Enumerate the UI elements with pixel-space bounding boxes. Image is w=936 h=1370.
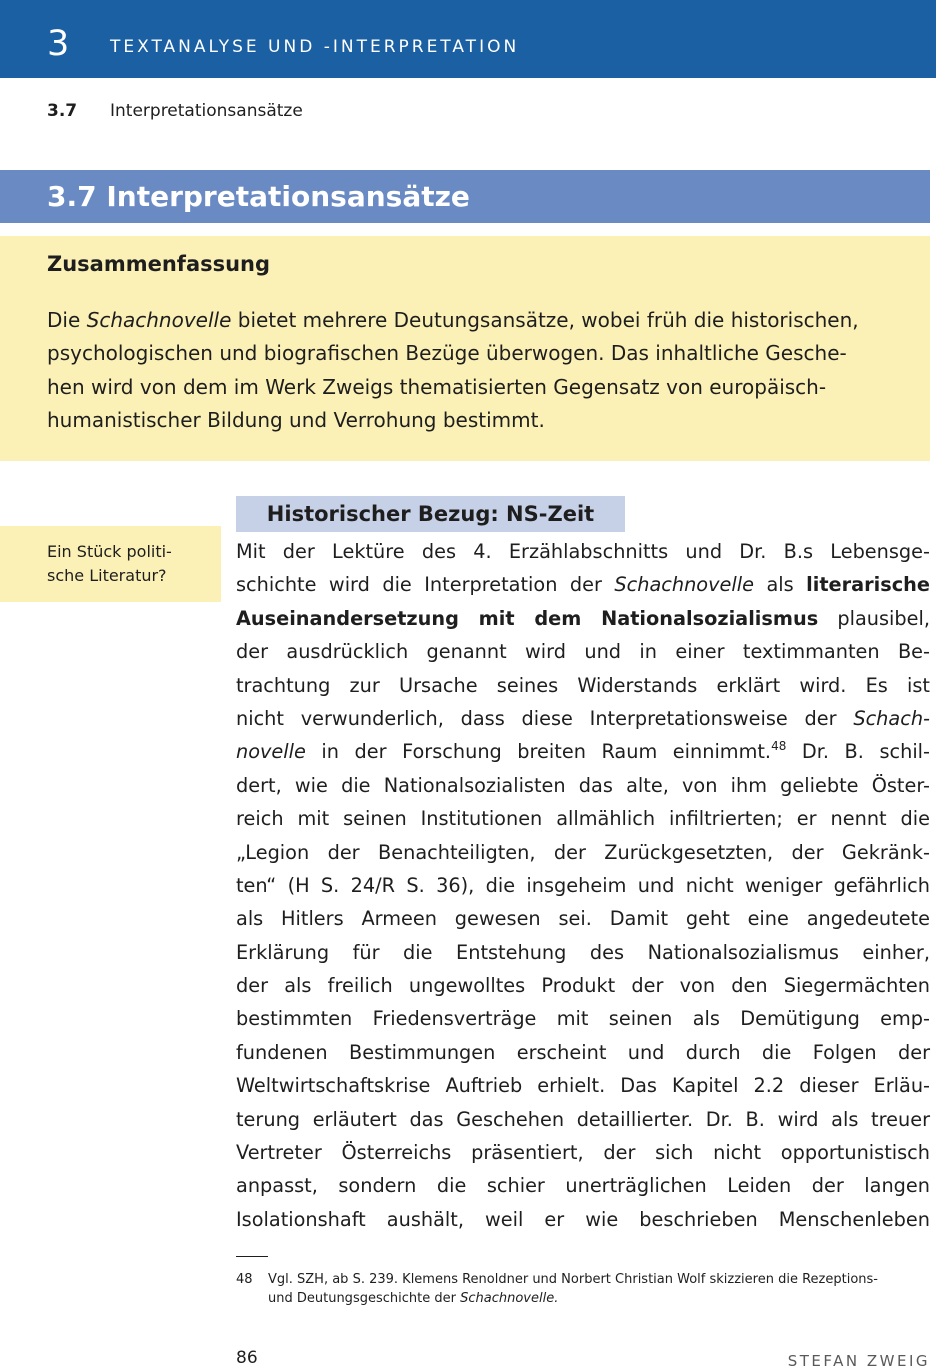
footnote-reference[interactable]: 48 <box>771 739 787 754</box>
footer-author: STEFAN ZWEIG <box>787 1352 930 1370</box>
running-section-number: 3.7 <box>47 101 78 121</box>
chapter-number: 3 <box>47 24 70 64</box>
section-title-bar <box>0 170 930 223</box>
page-number: 86 <box>236 1348 258 1368</box>
chapter-title: TEXTANALYSE UND -INTERPRETATION <box>110 37 520 57</box>
summary-text: Die Schachnovelle bietet mehrere Deutungsansätze, wobei früh die historischen, psychologischen und biografischen Bezüge überwogen. Das inhaltliche Gesche- hen wird von dem im Werk Zweigs thematisierten Gegensatz von europäisch- humanistischer Bildung und Verrohung bestimmt. <box>47 308 859 433</box>
body-text: Mit der Lektüre des 4. Erzählabschnitts und Dr. B.s Lebensge- schichte wird die Interpretation der Schachnovelle als literarische Auseinandersetzung mit dem Nationalsozialismus plausibel, der ausdrücklich genannt wird und in einer textimmanten Be- trachtung zur Ursache seines Widerstands erklärt wird. Es ist nicht verwunderlich, dass diese Interpretationsweise der Schach- novelle in der Forschung breiten Raum einnimmt.$^{48}$ Dr. B. schil- dert, wie die Nationalsozialisten das alte, von ihm geliebte Öster- reich mit seinen Institutionen allmählich infiltrierten; er nennt die „Legion der Benachteiligten, der Zurückgesetzten, der Gekränk- ten“ (H S. 24/R S. 36), die insgeheim und nicht weniger gefährlich als Hitlers Armeen gewesen sei. Damit geht eine angedeutete Erklärung für die Entstehung des Nationalsozialismus einher, der als freilich ungewolltes Produkt der von den Siegermächten bestimmten Friedensverträge mit seinen als Demütigung emp- fundenen Bestimmungen erscheint und durch die Folgen der Weltwirtschaftskrise Auftrieb erhielt. Das Kapitel 2.2 dieser Erläu- terung erläutert das Geschehen detaillierter. Dr. B. wird als treuer Vertreter Österreichs präsentiert, der sich nicht opportunistisch anpasst, sondern die schier unerträglichen Leiden der langen Isolationshaft aushält, weil er wie beschrieben Menschenleben <box>236 540 930 1231</box>
subheading: Historischer Bezug: NS-Zeit <box>236 496 625 532</box>
footnote-divider <box>236 1256 268 1257</box>
margin-note: Ein Stück politi- sche Literatur? <box>47 542 172 585</box>
chapter-header-bar <box>0 0 936 78</box>
footnote-number: 48 <box>236 1272 253 1287</box>
running-section-label: Interpretationsansätze <box>110 101 303 121</box>
summary-heading: Zusammenfassung <box>47 252 271 276</box>
section-title: 3.7 Interpretationsansätze <box>47 180 470 213</box>
